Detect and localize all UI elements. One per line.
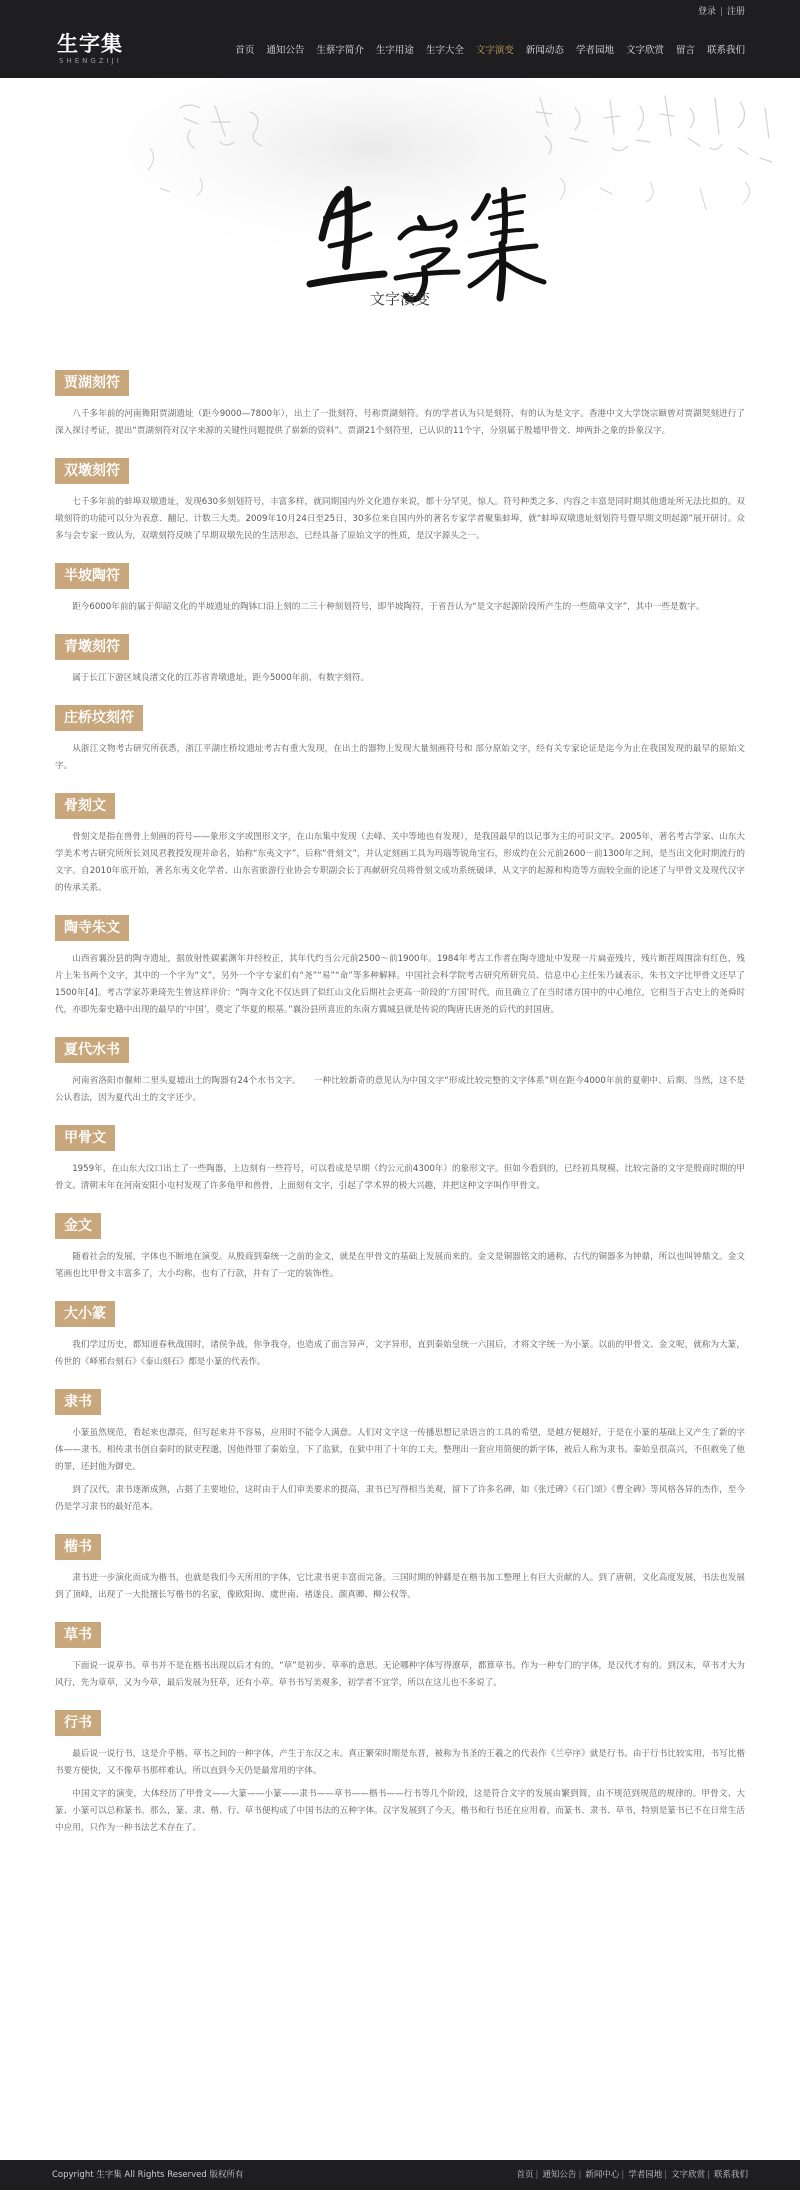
section-heading: 陶寺朱文 <box>55 915 129 941</box>
main-nav <box>223 45 745 57</box>
nav-item[interactable]: 学者园地 <box>575 45 614 56</box>
section-paragraph: 中国文字的演变，大体经历了甲骨文——大篆——小篆——隶书——草书——楷书——行书等几个阶段，这是符合文字的发展由繁到简，由不规范到规范的规律的。甲骨文、大篆、小篆可以总称篆书。那么，篆、隶、楷、行、草书便构成了中国书法的五种字体。汉字发展到了今天，楷书和行书还在应用着，而篆书、隶书、草书，特别是篆书已不在日常生活中应用，只作为一种书法艺术存在了。 <box>55 1789 745 1833</box>
section-paragraph: 属于长江下游区域良渚文化的江苏省青墩遗址，距今5000年前，有数字刻符。 <box>72 673 370 683</box>
section-paragraph: 距今6000年前的属于仰韶文化的半坡遗址的陶钵口沿上刻的二三十种刻划符号，即半坡陶符，于省吾认为“是文字起源阶段所产生的一些简单文字”，其中一些是数字。 <box>72 602 705 612</box>
footer-link[interactable]: 新闻中心 <box>585 2170 620 2180</box>
footer-link[interactable]: 文字欣赏 <box>671 2170 706 2180</box>
footer-link-separator: | <box>535 2170 539 2180</box>
section-paragraph: 1959年，在山东大汶口出土了一些陶器，上边刻有一些符号，可以看成是早期（约公元前4300年）的象形文字。但如今看到的，已经初具规模、比较完备的文字是殷商时期的甲骨文。清朝末年在河南安阳小屯村发现了许多龟甲和兽骨，上面刻有文字，引起了学术界的极大兴趣，并把这种文字叫作甲骨文。 <box>55 1164 745 1191</box>
section-heading: 青墩刻符 <box>55 634 129 660</box>
footer-link[interactable]: 学者园地 <box>628 2170 663 2180</box>
section-paragraph: 到了汉代，隶书逐渐成熟，占据了主要地位，这时由于人们审美要求的提高，隶书已写得相当美观，留下了许多名碑，如《张迁碑》《石门颂》《曹全碑》等风格各异的杰作，至今仍是学习隶书的最好范本。 <box>55 1485 745 1512</box>
section-paragraph: 我们学过历史，都知道春秋战国时，诸侯争战，你争我夺，也造成了面言异声，文字异形，直到秦始皇统一六国后，才将文字统一为小篆。以前的甲骨文、金文呢，就称为大篆，传世的《峄邪台刻石》《泰山刻石》都是小篆的代表作。 <box>55 1340 745 1367</box>
nav-item[interactable]: 生字用途 <box>375 45 414 56</box>
section-heading: 骨刻文 <box>55 793 115 819</box>
section-heading: 夏代水书 <box>55 1037 129 1063</box>
section-heading: 行书 <box>55 1710 101 1736</box>
footer-link[interactable]: 联系我们 <box>713 2170 748 2180</box>
section-heading: 隶书 <box>55 1389 101 1415</box>
article-section <box>55 1037 745 1107</box>
site-logo-subtitle: SHENGZIJI <box>59 57 122 65</box>
site-logo[interactable]: 生字集 <box>57 32 123 56</box>
article-section <box>55 1301 745 1371</box>
section-paragraph: 骨刻文是指在兽骨上刻画的符号——象形文字或图形文字，在山东集中发现（去峰、关中等地也有发现），是我国最早的以记事为主的可识文字。2005年，著名考古学家、山东大学美术考古研究所所长刘凤君教授发现并命名，始称“东夷文字”，后称“骨刻文”，并认定刻画工具为玛瑙等锐角宝石，形成约在公元前2600－前1300年之间，是当出文化时期流行的文字。自2010年底开始，著名东夷文化学者、山东省旅游行业协会专职副会长丁再献研究员将骨刻文成功系统破译，从文字的起源和构造等方面较全面的论述了与甲骨文及现代汉字的传承关系。 <box>55 832 745 893</box>
footer-link[interactable]: 首页 <box>516 2170 534 2180</box>
footer-link-separator: | <box>707 2170 710 2180</box>
nav-item[interactable]: 留言 <box>675 45 695 56</box>
section-paragraph: 小篆虽然规范，看起来也漂亮，但写起来并不容易，应用时不能令人满意。人们对文字这一传播思想记录语言的工具的希望，是越方便越好，于是在小篆的基础上又产生了新的字体——隶书。相传隶书创自秦时的狱吏程邈，因他得罪了秦始皇，下了监狱，在狱中用了十年的工夫，整理出一套应用简便的新字体，被后人称为隶书。秦始皇很高兴，不但赦免了他的罪，还封他为御史。 <box>55 1428 745 1472</box>
article-section <box>55 563 745 616</box>
nav-item[interactable]: 联系我们 <box>706 45 745 56</box>
login-link[interactable]: 登录 <box>697 7 716 17</box>
nav-item[interactable]: 通知公告 <box>266 45 305 56</box>
footer-link-separator: | <box>621 2170 625 2180</box>
footer-copyright: Copyright 生字集 All Rights Reserved 版权所有 <box>52 2170 244 2180</box>
top-link-separator: | <box>719 7 723 17</box>
article-section <box>55 370 745 440</box>
footer-link-separator: | <box>578 2170 582 2180</box>
register-link[interactable]: 注册 <box>726 7 745 17</box>
nav-item[interactable]: 生蔡字简介 <box>316 45 364 56</box>
section-heading: 楷书 <box>55 1534 101 1560</box>
nav-item[interactable]: 首页 <box>235 45 255 56</box>
article-section <box>55 793 745 897</box>
section-heading: 庄桥坟刻符 <box>55 705 143 731</box>
section-paragraph: 下面说一说草书。草书并不是在楷书出现以后才有的。“草”是初步、草率的意思。无论哪种字体写得潦草，都算草书。作为一种专门的字体，是汉代才有的。到汉末，草书才大为风行，先为章草，又为今草，最后发展为狂草，还有小草。草书书写美观多，初学者不宜学，所以在这儿也不多说了。 <box>55 1661 745 1688</box>
section-paragraph: 从浙江文物考古研究所获悉，浙江平湖庄桥坟遗址考古有重大发现，在出土的器物上发现大量刻画符号和 部分原始文字，经有关专家论证是迄今为止在我国发现的最早的原始文字。 <box>55 744 745 771</box>
top-links <box>698 6 745 18</box>
site-header <box>0 0 800 78</box>
section-heading: 大小篆 <box>55 1301 115 1327</box>
article-section <box>55 1389 745 1516</box>
section-heading: 贾湖刻符 <box>55 370 129 396</box>
article-section <box>55 705 745 775</box>
section-paragraph: 最后说一说行书，这是介乎楷、草书之间的一种字体，产生于东汉之末。真正繁荣时期是东晋，被称为书圣的王羲之的代表作《兰亭序》就是行书。由于行书比较实用，书写比楷书要方便快，又不像草书那样难认，所以直到今天仍是最常用的字体。 <box>55 1749 745 1776</box>
footer-links <box>515 2160 748 2190</box>
section-paragraph: 七千多年前的蚌埠双墩遗址，发现630多刻划符号，丰富多样，就同期国内外文化遗存来说，都十分罕见，惊人。符号种类之多、内容之丰富是同时期其他遗址所无法比拟的。双墩刻符的功能可以分为表意、翻记、计数三大类。2009年10月24日至25日，30多位来自国内外的著名专家学者聚集蚌埠，就“蚌埠双墩遗址刻划符号暨早期文明起源”展开研讨。众多与会专家一致认为，双墩刻符反映了早期双墩先民的生活形态，已经具备了原始文字的性质，是汉字源头之一。 <box>55 497 745 541</box>
section-paragraph: 随着社会的发展，字体也不断地在演变。从殷商到秦统一之前的金文，就是在甲骨文的基础上发展而来的。金文是铜器铭文的通称，古代的铜器多为钟鼎，所以也叫钟鼎文。金文笔画也比甲骨文丰富多了，大小均称，也有了行款，并有了一定的装饰性。 <box>55 1252 745 1279</box>
article-section <box>55 915 745 1019</box>
section-heading: 半坡陶符 <box>55 563 129 589</box>
section-heading: 双墩刻符 <box>55 458 129 484</box>
nav-item[interactable]: 新闻动态 <box>525 45 564 56</box>
page-title: 文字演变 <box>369 290 430 308</box>
article-section <box>55 1125 745 1195</box>
section-paragraph: 八千多年前的河南舞阳贾湖遗址（距今9000—7800年），出土了一批刻符，号称贾湖刻符。有的学者认为只是刻符，有的认为是文字。香港中文大学饶宗颐曾对贾湖契刻进行了深入探讨考证，提出“贾湖刻符对汉字来源的关键性问题提供了崭新的资料”。贾湖21个刻符里，已认识的11个字，分别属于殷墟甲骨文、坤两卦之象的卦象汉字。 <box>55 409 745 436</box>
section-paragraph: 河南省洛阳市偃师二里头夏墟出土的陶器有24个水书文字。 一种比较新奇的意见认为中国文字“形成比较完整的文字体系”则在距今4000年前的夏朝中、后期。当然，这不是公认看法，因为夏代出土的文字还少。 <box>55 1076 745 1103</box>
section-paragraph: 山西省襄汾县的陶寺遗址，据放射性碳素测年并经校正，其年代约当公元前2500～前1900年。1984年考古工作者在陶寺遗址中发现一片扁壶残片，残片断茬周围涂有红色，残片上朱书两个文字，其中的一个字为“文”，另外一个字专家们有“尧”“易”“命”等多种解释。中国社会科学院考古研究所研究员、信息中心主任朱乃诚表示，朱书文字比甲骨文还早了1500年[4]。考古学家苏秉琦先生曾这样评价：“陶寺文化不仅达到了似红山文化后期社会更高一阶段的‘方国’时代，而且确立了在当时诸方国中的中心地位，它相当于古史上的尧舜时代，亦即先秦史籍中出现的最早的‘中国’，奠定了华夏的根基。”襄汾县所喜近的东南方翼城县就是传说的陶唐氏唐尧的后代的封国唐。 <box>55 954 745 1015</box>
main-content <box>0 340 800 1837</box>
section-heading: 甲骨文 <box>55 1125 115 1151</box>
footer-link-separator: | <box>664 2170 668 2180</box>
article-section <box>55 634 745 687</box>
nav-item[interactable]: 文字演变 <box>475 45 514 56</box>
article-section <box>55 1534 745 1604</box>
article-section <box>55 1213 745 1283</box>
article-section <box>55 1622 745 1692</box>
nav-item[interactable]: 生字大全 <box>425 45 464 56</box>
section-heading: 金文 <box>55 1213 101 1239</box>
site-footer <box>0 2160 800 2190</box>
article-section <box>55 1710 745 1837</box>
page-banner <box>0 78 800 340</box>
nav-item[interactable]: 文字欣赏 <box>625 45 664 56</box>
section-paragraph: 隶书进一步演化而成为楷书，也就是我们今天所用的字体，它比隶书更丰富而完备。三国时期的钟繇是在楷书加工整理上有巨大贡献的人。到了唐朝，文化高度发展，书法也发展到了顶峰，出现了一大批擅长写楷书的名家，像欧阳询、虞世南、褚遂良、颜真卿、柳公权等。 <box>55 1573 745 1600</box>
footer-link[interactable]: 通知公告 <box>542 2170 577 2180</box>
article-section <box>55 458 745 545</box>
section-heading: 草书 <box>55 1622 101 1648</box>
